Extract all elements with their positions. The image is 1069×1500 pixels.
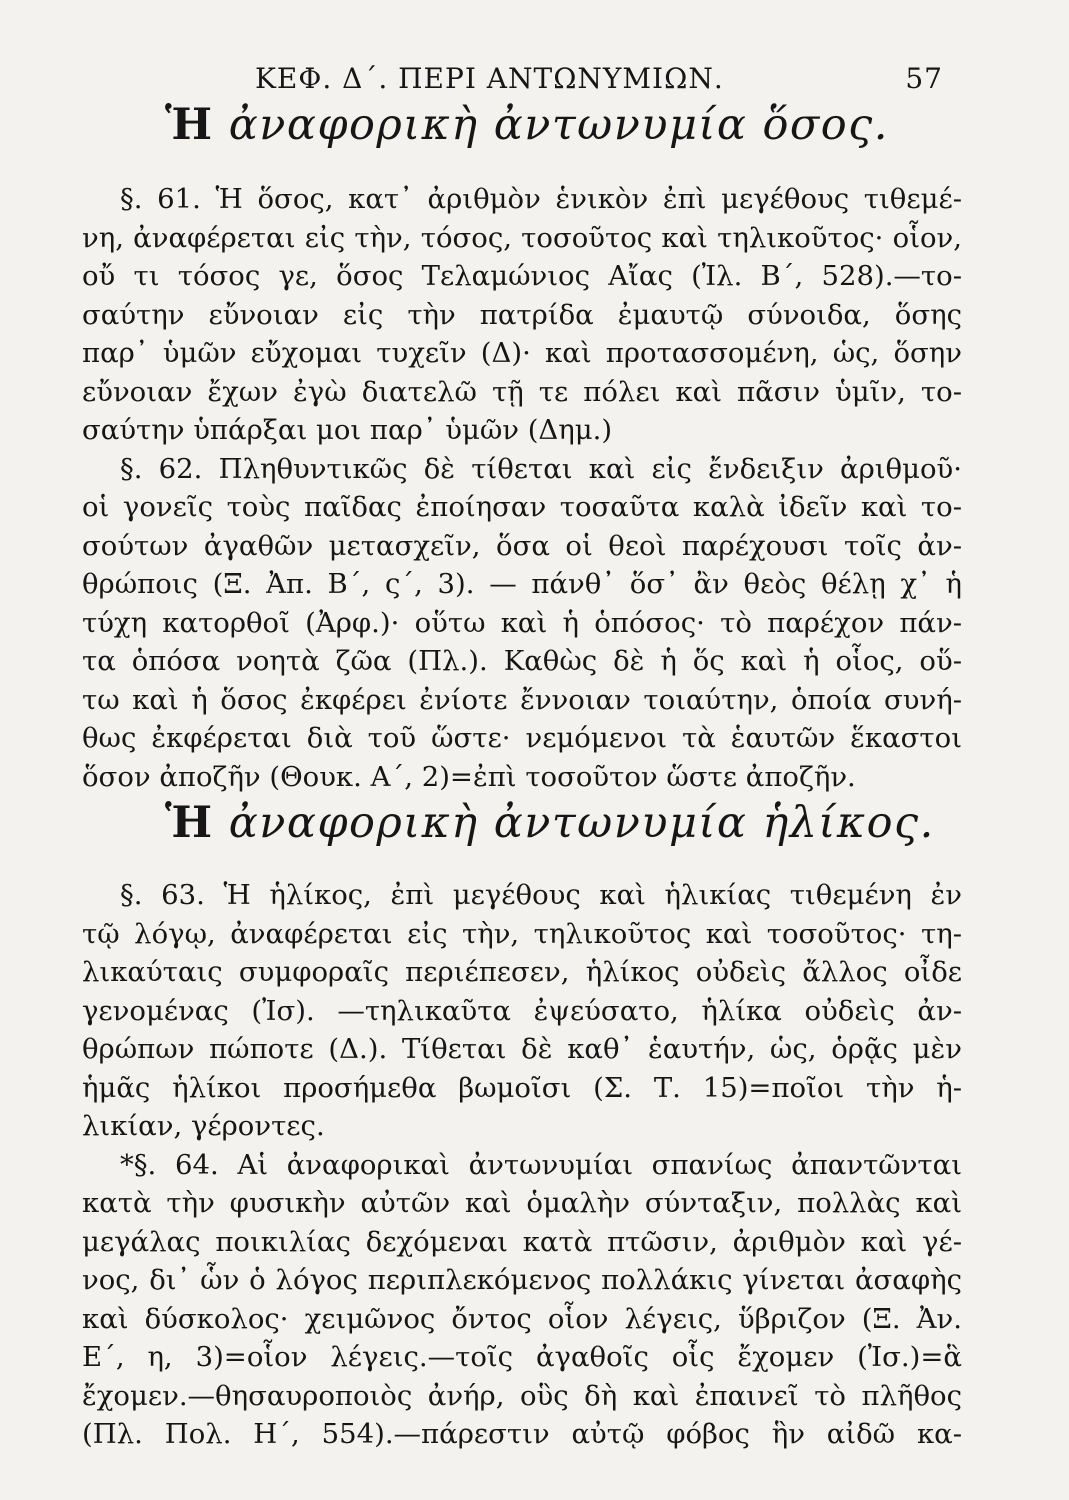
text-line: (Πλ. Πολ. Η΄, 554).—πάρεστιν αὐτῷ φόβος ἣν αἰδῶ κα- (82, 1418, 962, 1450)
section-heading-osos (165, 100, 945, 150)
heading-capital: Ἡ (165, 798, 214, 848)
text-line: τω καὶ ἡ ὅσος ἐκφέρει ἐνίοτε ἔννοιαν τοιαύτην, ὁποία συνή- (82, 683, 962, 716)
text-line: §. 61. Ἡ ὅσος, κατ᾿ ἀριθμὸν ἑνικὸν ἐπὶ μεγέθους τιθεμέ- (120, 183, 962, 215)
section-heading-elikos (165, 798, 945, 848)
text-line: παρ᾿ ὑμῶν εὔχομαι τυχεῖν (Δ)· καὶ προτασσομένη, ὡς, ὅσην (82, 337, 962, 369)
page-number: 57 (905, 62, 943, 95)
text-line: εὔνοιαν ἔχων ἐγὼ διατελῶ τῇ τε πόλει καὶ πᾶσιν ὑμῖν, το- (82, 375, 962, 408)
text-line: §. 63. Ἡ ἡλίκος, ἐπὶ μεγέθους καὶ ἡλικίας τιθεμένη ἐν (120, 879, 962, 911)
text-line: θως ἐκφέρεται διὰ τοῦ ὥστε· νεμόμενοι τὰ ἑαυτῶν ἕκαστοι (82, 722, 962, 754)
text-line: τα ὁπόσα νοητὰ ζῶα (Πλ.). Καθὼς δὲ ἡ ὅς καὶ ἡ οἷος, οὕ- (82, 645, 962, 677)
text-line: λικίαν, γέροντες. (82, 1110, 325, 1142)
text-line: σαύτην εὔνοιαν εἰς τὴν πατρίδα ἐμαυτῷ σύνοιδα, ὅσης (82, 298, 962, 331)
text-line: τῷ λόγῳ, ἀναφέρεται εἰς τὴν, τηλικοῦτος καὶ τοσοῦτος· τη- (82, 917, 962, 950)
text-line: σούτων ἀγαθῶν μετασχεῖν, ὅσα οἱ θεοὶ παρέχουσι τοῖς ἀν- (82, 529, 962, 562)
text-line: ἔχομεν.—θησαυροποιὸς ἀνήρ, οὓς δὴ καὶ ἐπαινεῖ τὸ πλῆθος (82, 1379, 962, 1412)
running-title: ΚΕΦ. Δ΄. ΠΕΡΙ ΑΝΤΩΝΥΜΙΩΝ. (255, 62, 724, 95)
text-line: νος, δι᾿ ὧν ὁ λόγος περιπλεκόμενος πολλάκις γίνεται ἀσαφὴς (82, 1264, 962, 1296)
text-line: νη, ἀναφέρεται εἰς τὴν, τόσος, τοσοῦτος καὶ τηλικοῦτος· οἷον, (82, 221, 962, 254)
text-line: §. 62. Πληθυντικῶς δὲ τίθεται καὶ εἰς ἔνδειξιν ἀριθμοῦ· (120, 452, 962, 485)
text-line: ὅσον ἀποζῆν (Θουκ. Α΄, 2)=ἐπὶ τοσοῦτον ὥστε ἀποζῆν. (82, 760, 856, 793)
text-line: θρώπων πώποτε (Δ.). Τίθεται δὲ καθ᾿ ἑαυτήν, ὡς, ὁρᾷς μὲν (82, 1033, 962, 1065)
section-body-osos (82, 180, 962, 796)
text-line: ἡμᾶς ἡλίκοι προσήμεθα βωμοῖσι (Σ. Τ. 15)=ποῖοι τὴν ἡ- (82, 1071, 962, 1104)
text-line: καὶ δύσκολος· χειμῶνος ὄντος οἷον λέγεις, ὕβριζον (Ξ. Ἀν. (82, 1302, 962, 1335)
text-line: κατὰ τὴν φυσικὴν αὐτῶν καὶ ὁμαλὴν σύνταξιν, πολλὰς καὶ (82, 1187, 962, 1219)
text-line: σαύτην ὑπάρξαι μοι παρ᾿ ὑμῶν (Δημ.) (82, 414, 613, 446)
running-header (255, 62, 955, 102)
section-body-elikos (82, 876, 962, 1454)
text-line: *§. 64. Αἱ ἀναφορικαὶ ἀντωνυμίαι σπανίως ἀπαντῶνται (120, 1148, 962, 1181)
heading-text: ἀναφορικὴ ἀντωνυμία ἡλίκος. (228, 798, 935, 848)
text-line: τύχη κατορθοῖ (Ἀρφ.)· οὕτω καὶ ἡ ὁπόσος· τὸ παρέχον πάν- (82, 606, 962, 639)
text-line: Ε΄, η, 3)=οἷον λέγεις.—τοῖς ἀγαθοῖς οἷς ἔχομεν (Ἰσ.)=ἃ (82, 1341, 962, 1373)
text-line: θρώποις (Ξ. Ἀπ. Β΄, ς΄, 3). — πάνθ᾿ ὅσ᾿ ἂν θεὸς θέλῃ χ᾿ ἡ (82, 568, 962, 600)
text-line: μεγάλας ποικιλίας δεχόμεναι κατὰ πτῶσιν, ἀριθμὸν καὶ γέ- (82, 1225, 962, 1258)
text-line: οἱ γονεῖς τοὺς παῖδας ἐποίησαν τοσαῦτα καλὰ ἰδεῖν καὶ το- (82, 491, 962, 523)
text-line: οὔ τι τόσος γε, ὅσος Τελαμώνιος Αἴας (Ἰλ. Β΄, 528).—το- (82, 260, 962, 292)
heading-capital: Ἡ (165, 100, 214, 150)
text-line: γενομένας (Ἰσ). —τηλικαῦτα ἐψεύσατο, ἡλίκα οὐδεὶς ἀν- (82, 994, 962, 1027)
text-line: λικαύταις συμφοραῖς περιέπεσεν, ἡλίκος οὐδεὶς ἄλλος οἶδε (82, 956, 962, 988)
heading-text: ἀναφορικὴ ἀντωνυμία ὅσος. (228, 100, 889, 150)
